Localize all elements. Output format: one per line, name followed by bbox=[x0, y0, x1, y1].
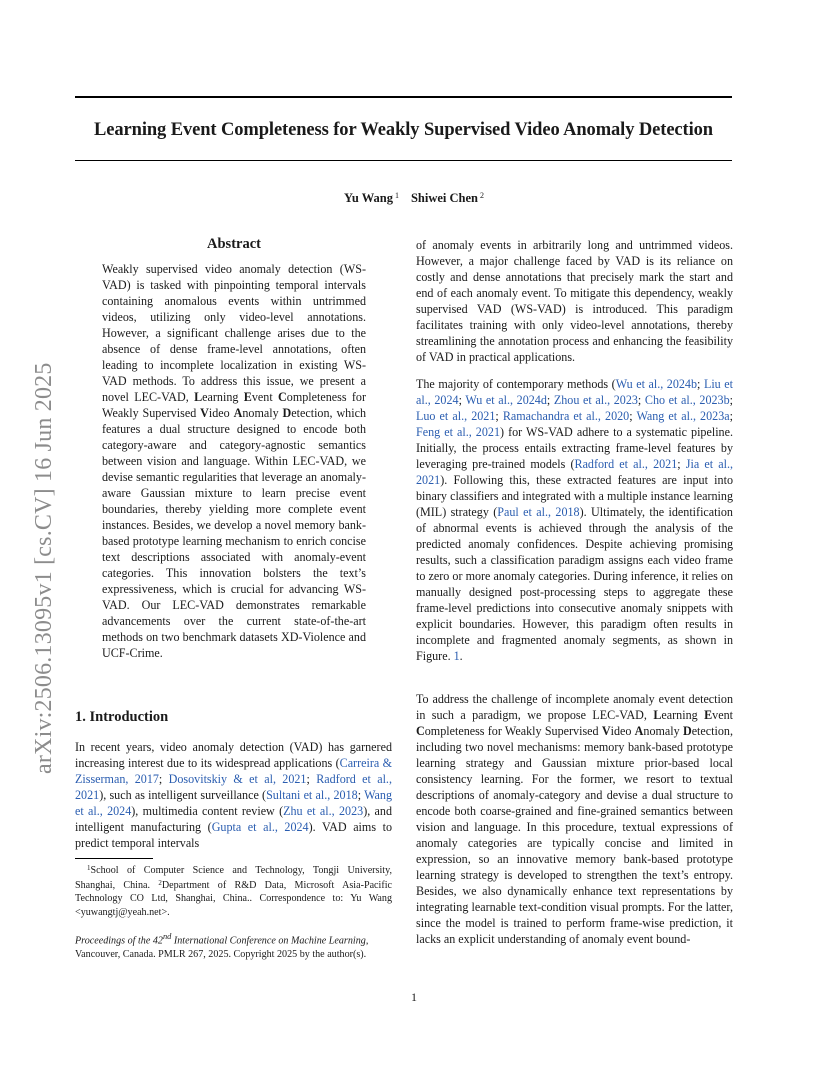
citation-link[interactable]: Wang et al., 2024 bbox=[75, 788, 392, 818]
body-paragraph: To address the challenge of incomplete anomaly event detection in such a paradigm, we propose LEC-VAD, Learning Event Completeness for Weakly Supervised Video Anomaly Detection, including two novel mechanisms: memory bank-based prototype learning strategy and Gaussian mixture prior-based local consistency learning. For the former, we resort to textual descriptions of anomaly-category and devise a dual structure to encode both coarse-grained and fine-grained semantics between vision and language. In this procedure, textual expressions of anomaly categories are typically concise and limited in expression, so an innovative memory bank-based prototype learning strategy is developed to strengthen the text’s entropy. Besides, we also dynamically enhance text representations by integrating learnable text-condition visual prompts. For the latter, since the model is trained to perform frame-wise prediction, it lacks an explicit understanding of anomaly event bound- bbox=[416, 692, 733, 946]
citation-link[interactable]: Wu et al., 2024d bbox=[465, 393, 547, 407]
introduction-paragraph: In recent years, video anomaly detection (VAD) has garnered increasing interest due to its widespread applications (Carreira & Zisserman, 2017; Dosovitskiy & et al, 2021; Radford et al., 2021), such as intelligent surveillance (Sultani et al., 2018; Wang et al., 2024), multimedia content review (Zhu et al., 2023), and intelligent manufacturing (Gupta et al., 2024). VAD aims to predict temporal intervals bbox=[75, 740, 392, 850]
figure-reference-link[interactable]: 1 bbox=[453, 649, 460, 663]
citation-link[interactable]: Gupta et al., 2024 bbox=[211, 820, 309, 834]
citation-link[interactable]: Paul et al., 2018 bbox=[497, 505, 580, 519]
citation-link[interactable]: Zhou et al., 2023 bbox=[553, 393, 638, 407]
body-paragraph: The majority of contemporary methods (Wu et al., 2024b; Liu et al., 2024; Wu et al., 2024d; Zhou et al., 2023; Cho et al., 2023b; Luo et al., 2021; Ramachandra et al., 2020; Wang et al., 2023a; Feng et al., 2021) for WS-VAD adhere to a systematic pipeline. Initially, the process entails extracting frame-level features by leveraging pre-trained models (Radford et al., 2021; Jia et al., 2021). Following this, these extracted features are input into binary classifiers and integrated with a multiple instance learning (MIL) strategy (Paul et al., 2018). Ultimately, the identification of abnormal events is achieved through the analysis of the predicted anomaly confidences. Despite achieving promising results, such a classification paradigm assigns each video frame to zero or more anomaly categories. During inference, it relies on manually designed post-processing steps to aggregate these frame-level predictions into consecutive anomaly snippets with explicit boundaries. However, this paradigm often results in incomplete and fragmented anomaly segments, as shown in Figure. 1. bbox=[416, 377, 734, 663]
page-number: 1 bbox=[411, 990, 417, 1004]
author-name: Shiwei Chen bbox=[410, 191, 479, 205]
title-top-rule bbox=[75, 96, 732, 98]
citation-link[interactable]: Ramachandra et al., 2020 bbox=[502, 409, 630, 423]
affiliation-footnote: $^1$School of Computer Science and Technology, Tongji University, Shanghai, China. $^2$Department of R&D Data, Microsoft Asia-Pacific Technology CO Ltd, Shanghai, China.. Correspondence to: Yu Wang <yuwangtj@yeah.net>. bbox=[75, 864, 392, 918]
section-heading-introduction: 1. Introduction bbox=[75, 709, 169, 725]
citation-link[interactable]: Wu et al., 2024b bbox=[615, 377, 698, 391]
citation-link[interactable]: Liu et al., 2024 bbox=[416, 377, 733, 407]
citation-link[interactable]: Wang et al., 2023a bbox=[636, 409, 730, 423]
footnote-rule bbox=[75, 858, 153, 859]
citation-link[interactable]: Dosovitskiy & et al, 2021 bbox=[168, 772, 307, 786]
proceedings-note: Proceedings of the 42nd International Conference on Machine Learning, Vancouver, Canada. PMLR 267, 2025. Copyright 2025 by the author(s). bbox=[75, 932, 369, 960]
author-list bbox=[0, 191, 828, 206]
citation-link[interactable]: Jia et al., 2021 bbox=[416, 457, 734, 487]
paper-title: Learning Event Completeness for Weakly Supervised Video Anomaly Detection bbox=[94, 120, 713, 140]
citation-link[interactable]: Luo et al., 2021 bbox=[416, 409, 496, 423]
citation-link[interactable]: Zhu et al., 2023 bbox=[283, 804, 364, 818]
body-paragraph: of anomaly events in arbitrarily long and untrimmed videos. However, a major challenge faced by VAD is its reliance on costly and dense annotations that precisely mark the start and end of each anomaly event. To mitigate this dependency, weakly supervised VAD (WS-VAD) is introduced. This paradigm facilitates training with only video-level annotations, thereby streamlining the annotation process and enhancing the feasibility of VAD in practical applications. bbox=[416, 238, 733, 364]
abstract-body: Weakly supervised video anomaly detection (WS-VAD) is tasked with pinpointing temporal intervals containing anomalous events within untrimmed videos, utilizing only video-level annotations. However, a significant challenge arises due to the absence of dense frame-level annotations, often leading to incomplete localization in existing WS-VAD methods. To address this issue, we present a novel LEC-VAD, Learning Event Completeness for Weakly Supervised Video Anomaly Detection, which features a dual structure designed to encode both category-aware and category-agnostic semantics between vision and language. Within LEC-VAD, we devise semantic regularities that leverage an anomaly-aware Gaussian mixture to learn precise event boundaries, thereby yielding more complete event instances. Besides, we develop a novel memory bank-based prototype learning mechanism to enrich concise text descriptions associated with anomaly-event categories. This innovation bolsters the text’s expressiveness, which is crucial for advancing WS-VAD. Our LEC-VAD demonstrates remarkable advancements over the current state-of-the-art methods on two benchmark datasets XD-Violence and UCF-Crime. bbox=[102, 262, 366, 660]
citation-link[interactable]: Cho et al., 2023b bbox=[644, 393, 730, 407]
author-affiliation-mark: 1 bbox=[394, 191, 399, 200]
title-bottom-rule bbox=[75, 160, 732, 161]
arxiv-stamp: arXiv:2506.13095v1 [cs.CV] 16 Jun 2025 bbox=[31, 362, 57, 774]
citation-link[interactable]: Sultani et al., 2018 bbox=[266, 788, 358, 802]
abstract-heading: Abstract bbox=[207, 236, 261, 252]
author-name: Yu Wang bbox=[343, 191, 393, 205]
citation-link[interactable]: Feng et al., 2021 bbox=[416, 425, 500, 439]
citation-link[interactable]: Carreira & Zisserman, 2017 bbox=[75, 756, 392, 786]
author-affiliation-mark: 2 bbox=[480, 191, 485, 200]
citation-link[interactable]: Radford et al., 2021 bbox=[574, 457, 678, 471]
citation-link[interactable]: Radford et al., 2021 bbox=[75, 772, 392, 802]
